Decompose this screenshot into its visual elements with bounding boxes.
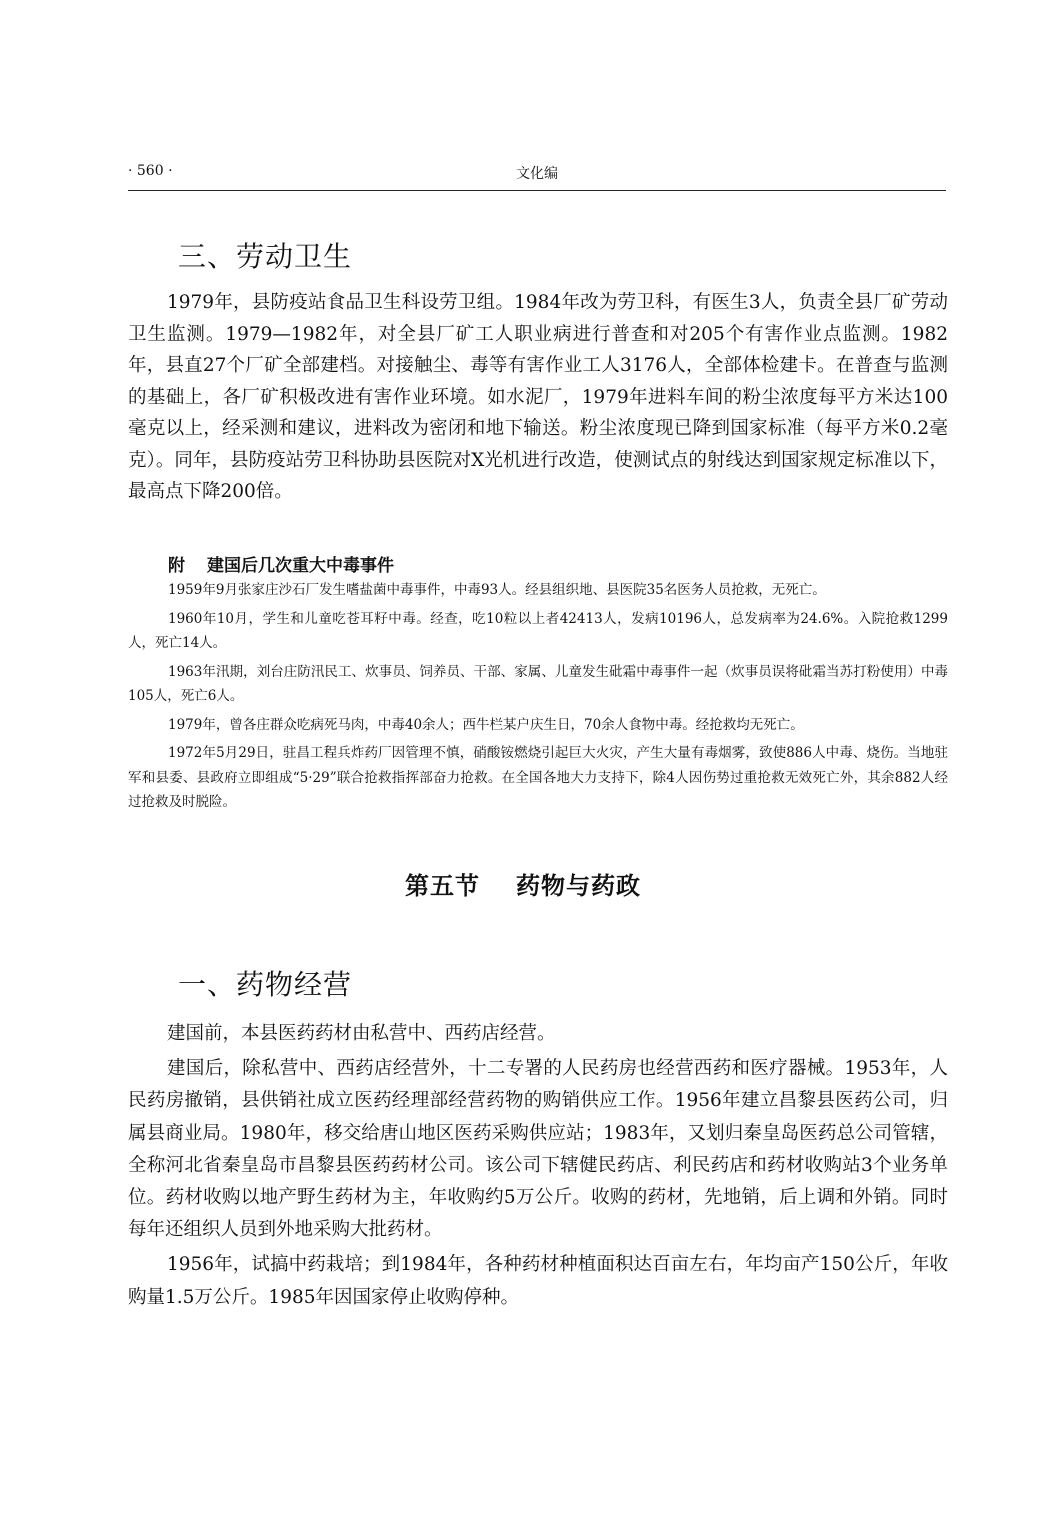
appendix-title	[168, 551, 394, 576]
appendix-item: 1979年，曾各庄群众吃病死马肉，中毒40余人；西牛栏某户庆生日，70余人食物中毒。经抢救均无死亡。	[168, 716, 804, 733]
labor-hygiene-paragraph: 1979年，县防疫站食品卫生科设劳卫组。1984年改为劳卫科，有医生3人，负责全县厂矿劳动卫生监测。1979—1982年，对全县厂矿工人职业病进行普查和对205个有害作业点监测。1982年，县直27个厂矿全部建档。对接触尘、毒等有害作业工人3176人，全部体检建卡。在普查与监测的基础上，各厂矿积极改进有害作业环境。如水泥厂，1979年进料车间的粉尘浓度每平方米达100毫克以上，经采测和建议，进料改为密闭和地下输送。粉尘浓度现已降到国家标准（每平方米0.2毫克）。同年，县防疫站劳卫科协助县医院对X光机进行改造，使测试点的射线达到国家规定标准以下，最高点下降200倍。	[128, 292, 948, 502]
appendix-list	[128, 578, 948, 815]
drug-business-heading: 一、药物经营	[178, 968, 353, 1002]
appendix-item: 1972年5月29日，驻昌工程兵炸药厂因管理不慎，硝酸铵燃烧引起巨大火灾，产生大量有毒烟雾，致使886人中毒、烧伤。当地驻军和县委、县政府立即组成“5·29”联合抢救指挥部奋力抢救。在全国各地大力支持下，除4人因伤势过重抢救无效死亡外，其余882人经过抢救及时脱险。	[128, 745, 948, 810]
header-rule	[128, 190, 946, 191]
drug-business-paragraph: 1956年，试搞中药栽培；到1984年，各种药材种植面积达百亩左右，年均亩产150公斤，年收购量1.5万公斤。1985年因国家停止收购停种。	[128, 1254, 948, 1308]
page-header	[128, 163, 946, 185]
page-number: · 560 ·	[128, 163, 173, 179]
appendix-title-text: 建国后几次重大中毒事件	[207, 556, 394, 576]
drug-business-paragraph: 建国后，除私营中、西药店经营外，十二专署的人民药房也经营西药和医疗器械。1953年，人民药房撤销，县供销社成立医药经理部经营药物的购销供应工作。1956年建立昌黎县医药公司，归属县商业局。1980年，移交给唐山地区医药采购供应站；1983年，又划归秦皇岛医药总公司管辖，全称河北省秦皇岛市昌黎县医药药材公司。该公司下辖健民药店、利民药店和药材收购站3个业务单位。药材收购以地产野生药材为主，年收购约5万公斤。收购的药材，先地销，后上调和外销。同时每年还组织人员到外地采购大批药材。	[128, 1058, 948, 1241]
appendix-item: 1959年9月张家庄沙石厂发生嗜盐菌中毒事件，中毒93人。经县组织地、县医院35名医务人员抢救，无死亡。	[168, 582, 826, 598]
running-title: 文化编	[516, 166, 558, 182]
section-number: 第五节	[405, 872, 480, 900]
drug-business-paragraph: 建国前，本县医药药材由私营中、西药店经营。	[167, 1023, 556, 1044]
appendix-item: 1963年汛期，刘台庄防汛民工、炊事员、饲养员、干部、家属、儿童发生砒霜中毒事件一起（炊事员误将砒霜当苏打粉使用）中毒105人，死亡6人。	[128, 663, 948, 704]
drug-business-body	[128, 1018, 948, 1314]
section-name: 药物与药政	[516, 872, 641, 900]
appendix-label: 附	[168, 556, 185, 576]
labor-hygiene-body	[128, 287, 948, 508]
appendix-item: 1960年10月，学生和儿童吃苍耳籽中毒。经查，吃10粒以上者42413人，发病10196人，总发病率为24.6%。入院抢救1299人，死亡14人。	[128, 610, 948, 651]
section-title	[0, 866, 1046, 901]
labor-hygiene-heading: 三、劳动卫生	[178, 240, 353, 274]
